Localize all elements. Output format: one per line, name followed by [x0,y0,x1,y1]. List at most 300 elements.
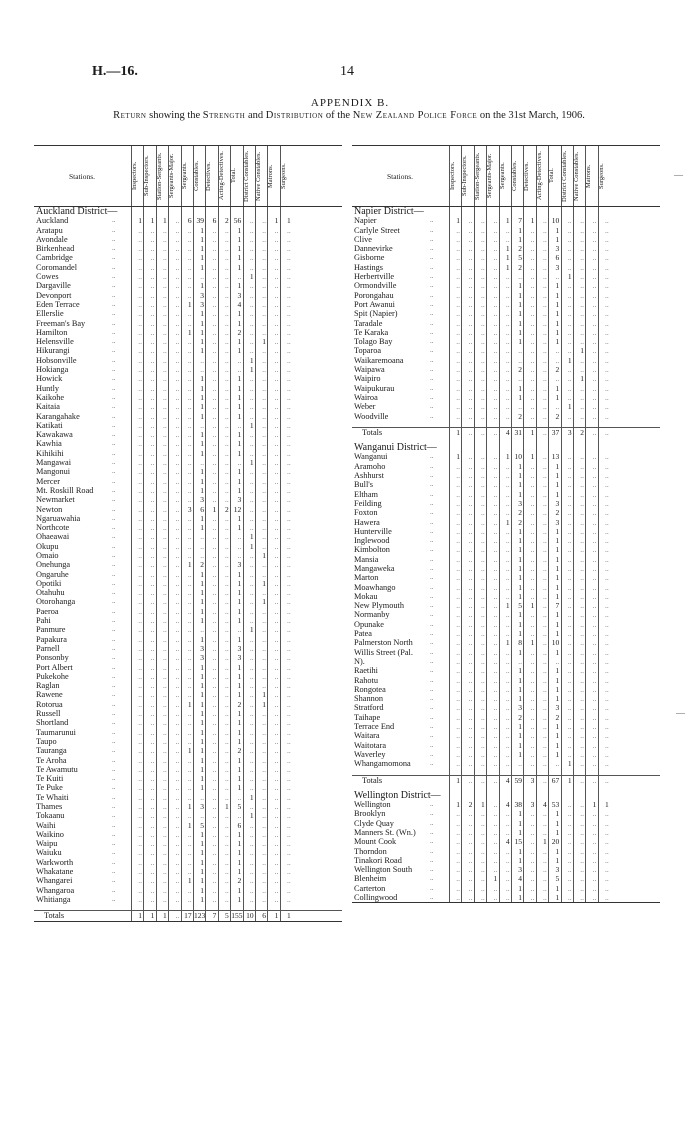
cell: .. [175,681,180,691]
cell: .. [163,374,167,384]
station-name: Waikino [36,829,64,839]
cell: .. [262,662,266,672]
leader-dots: .. [430,629,434,638]
station-name: Kihikihi [36,448,64,458]
cell: 1 [150,911,155,921]
table-row [34,328,342,337]
cell: .. [592,545,597,555]
cell: 4 [543,800,547,810]
leader-dots: .. [430,452,434,461]
left-table-body [34,207,342,921]
cell: .. [605,374,609,384]
cell: .. [456,327,460,337]
cell: .. [262,588,266,598]
cell: .. [287,774,291,784]
cell: .. [150,848,155,858]
leader-dots: .. [430,461,434,470]
cell: .. [456,573,460,583]
cell: 3 [200,495,204,505]
cell: .. [212,662,217,672]
cell: .. [163,272,167,282]
cell: .. [237,458,242,468]
cell: .. [592,656,597,666]
cell: .. [456,591,460,601]
table-row [352,263,660,272]
cell: .. [605,290,609,300]
cell: 3 [555,865,560,875]
title-force: New Zealand Police Force [352,110,478,121]
table-row [34,458,342,467]
cell: .. [567,865,572,875]
cell: .. [567,411,572,421]
cell: .. [249,699,254,709]
cell: .. [212,718,217,728]
cell: .. [175,327,180,337]
table-row [34,811,342,820]
cell: .. [456,666,460,676]
cell: .. [274,225,279,235]
cell: .. [592,740,597,750]
cell: 1 [518,299,522,309]
cell: .. [468,675,473,685]
cell: .. [468,365,473,375]
table-row [34,737,342,746]
leader-dots: .. [430,647,434,656]
cell: .. [249,894,254,904]
cell: .. [138,272,142,282]
cell: .. [163,467,167,477]
cell: .. [505,619,510,629]
table-row [352,384,660,393]
cell: .. [150,792,155,802]
cell: .. [175,309,180,319]
station-name: Opunake [354,619,384,629]
cell: .. [262,458,266,468]
leader-dots: .. [112,439,116,448]
station-name: Kawhia [36,439,62,449]
table-row [34,551,342,560]
cell: .. [274,402,279,412]
station-name: Port Albert [36,662,73,672]
cell: .. [543,327,547,337]
cell: .. [138,513,142,523]
cell: .. [567,874,572,884]
cell: .. [274,885,279,895]
cell: .. [187,541,192,551]
cell: .. [543,563,547,573]
cell: .. [175,262,180,272]
cell: .. [567,299,572,309]
cell: 2 [200,560,204,570]
cell: .. [175,634,180,644]
station-name: Raglan [36,681,60,691]
cell: .. [287,755,291,765]
cell: .. [163,355,167,365]
station-name: N). [354,656,365,666]
station-name: Opotiki [36,578,62,588]
cell: 1 [200,337,204,347]
cell: .. [605,591,609,601]
cell: 1 [518,610,522,620]
station-name: Gisborne [354,253,385,263]
cell: .. [530,244,535,254]
cell: .. [505,498,510,508]
cell: .. [150,253,155,263]
cell: .. [262,485,266,495]
cell: .. [249,885,254,895]
table-row [34,728,342,737]
cell: .. [493,536,498,546]
cell: .. [287,867,291,877]
cell: .. [274,606,279,616]
table-row [352,490,660,499]
cell: .. [150,783,155,793]
cell: 5 [237,802,242,811]
cell: .. [481,498,485,508]
cell: .. [493,828,498,837]
station-name: Huntly [36,383,60,393]
cell: .. [567,452,572,462]
cell: .. [468,837,473,847]
cell: 1 [237,783,242,793]
cell: .. [530,582,535,592]
cell: .. [287,662,291,672]
cell: .. [150,829,155,839]
cell: .. [187,402,192,412]
cell: .. [138,643,142,653]
cell: .. [187,281,192,291]
cell: 2 [225,504,229,514]
cell: .. [468,647,473,657]
cell: .. [287,606,291,616]
cell: .. [212,374,217,384]
cell: 1 [237,392,242,402]
cell: .. [287,616,291,626]
cell: 1 [518,392,522,402]
cell: .. [543,573,547,583]
cell: .. [592,536,597,546]
cell: 1 [456,216,460,226]
station-name: Taumarunui [36,727,76,737]
cell: .. [249,216,254,226]
cell: .. [543,461,547,471]
cell: .. [530,489,535,499]
cell: .. [592,253,597,263]
cell: .. [580,818,584,828]
cell: .. [567,365,572,375]
cell: .. [262,234,266,244]
cell: .. [481,722,485,732]
cell: .. [605,461,609,471]
cell: .. [605,563,609,573]
cell: .. [187,569,192,579]
column-rule [548,207,549,902]
cell: .. [150,309,155,319]
table-row [352,499,660,508]
station-name: Mangonui [36,467,71,477]
cell: .. [605,740,609,750]
cell: 1 [505,638,510,648]
cell: .. [530,392,535,402]
cell: .. [481,573,485,583]
cell: .. [592,309,597,319]
cell: .. [456,809,460,819]
cell: .. [543,731,547,741]
cell: .. [225,253,229,263]
station-name: Rongotea [354,684,386,694]
cell: .. [580,656,584,666]
cell: .. [225,420,229,430]
cell: .. [468,402,473,412]
cell: .. [493,883,498,893]
station-name: Kimbolton [354,545,390,555]
cell: .. [456,318,460,328]
cell: .. [274,746,279,756]
cell: .. [580,517,584,527]
table-row [352,244,660,253]
cell: .. [225,867,229,877]
cell: .. [530,554,535,564]
cell: .. [163,392,167,402]
cell: .. [580,299,584,309]
cell: .. [225,857,229,867]
cell: .. [237,355,242,365]
table-row [352,750,660,759]
cell: .. [468,703,473,713]
cell: .. [187,671,192,681]
cell: .. [530,828,535,837]
cell: .. [187,597,192,607]
leader-dots: .. [112,318,116,327]
leader-dots: .. [112,290,116,299]
cell: .. [456,383,460,393]
cell: .. [212,346,217,356]
leader-dots: .. [112,448,116,457]
table-row [352,365,660,374]
cell: .. [505,666,510,676]
cell: .. [163,411,167,421]
station-name: Napier District— [354,206,424,217]
cell: .. [175,911,180,921]
cell: 1 [493,874,498,884]
cell: .. [262,420,266,430]
cell: 20 [551,837,560,847]
cell: 1 [237,690,242,700]
cell: 3 [237,560,242,570]
leader-dots: .. [112,216,116,225]
cell: .. [580,619,584,629]
cell: .. [543,740,547,750]
cell: .. [543,591,547,601]
cell: .. [163,802,167,811]
cell: .. [592,508,597,518]
cell: .. [481,327,485,337]
cell: .. [530,281,535,291]
cell: 37 [551,427,560,437]
cell: 1 [530,638,535,648]
cell: 1 [200,885,204,895]
leader-dots: .. [430,554,434,563]
cell: .. [249,485,254,495]
cell: .. [274,467,279,477]
cell: 5 [518,253,522,263]
cell: .. [249,560,254,570]
cell: .. [287,736,291,746]
cell: .. [605,365,609,375]
cell: .. [580,828,584,837]
cell: 1 [555,554,560,564]
table-row [352,328,660,337]
cell: 1 [200,662,204,672]
cell: .. [225,839,229,849]
cell: 1 [249,365,254,375]
cell: .. [138,616,142,626]
district-heading [34,207,342,216]
cell: .. [530,809,535,819]
cell: 1 [200,699,204,709]
station-name: Rotorua [36,699,63,709]
cell: .. [580,629,584,639]
cell: 6 [212,216,217,226]
cell: .. [592,828,597,837]
cell: .. [163,588,167,598]
leader-dots: .. [112,643,116,652]
leader-dots: .. [112,272,116,281]
cell: .. [225,755,229,765]
cell: .. [592,554,597,564]
cell: .. [580,216,584,226]
cell: .. [274,504,279,514]
cell: .. [138,458,142,468]
cell: .. [225,578,229,588]
cell: .. [567,893,572,903]
cell: .. [505,582,510,592]
station-name: Whangaroa [36,885,75,895]
cell: .. [530,893,535,903]
leader-dots: .. [112,848,116,857]
cell: .. [175,857,180,867]
cell: .. [249,764,254,774]
cell: .. [580,563,584,573]
station-name: Kawakawa [36,430,73,440]
district-heading [352,207,660,216]
table-row [352,819,660,828]
station-name: Woodville [354,411,389,421]
cell: .. [274,588,279,598]
cell: .. [212,448,217,458]
cell: .. [150,699,155,709]
cell: .. [138,857,142,867]
cell: .. [518,759,522,769]
cell: .. [468,809,473,819]
cell: 1 [543,837,547,847]
cell: .. [543,601,547,611]
cell: .. [481,675,485,685]
station-name: Rahotu [354,675,378,685]
cell: .. [249,234,254,244]
leader-dots: .. [112,699,116,708]
cell: 1 [237,662,242,672]
leader-dots: .. [430,601,434,610]
cell: .. [187,448,192,458]
cell: .. [262,894,266,904]
cell: .. [287,253,291,263]
table-row [34,886,342,895]
station-name: Eden Terrace [36,299,80,309]
station-name: Herbertville [354,272,395,282]
cell: .. [505,402,510,412]
cell: .. [287,513,291,523]
cell: .. [138,820,142,830]
cell: .. [456,656,460,666]
cell: .. [163,792,167,802]
cell: .. [150,383,155,393]
cell: .. [175,690,180,700]
cell: 1 [200,448,204,458]
cell: .. [567,712,572,722]
cell: .. [249,262,254,272]
cell: .. [138,597,142,607]
cell: .. [262,839,266,849]
cell: 2 [518,712,522,722]
table-row [34,449,342,458]
cell: .. [543,545,547,555]
cell: 1 [200,523,204,533]
cell: 1 [518,554,522,564]
table-row [34,356,342,365]
cell: .. [580,272,584,282]
cell: .. [580,327,584,337]
leader-dots: .. [430,731,434,740]
table-row [34,235,342,244]
cell: .. [287,848,291,858]
cell: .. [274,309,279,319]
cell: .. [187,811,192,821]
cell: .. [138,625,142,635]
cell: .. [493,563,498,573]
cell: .. [212,281,217,291]
cell: .. [150,876,155,886]
cell: .. [468,712,473,722]
leader-dots: .. [112,792,116,801]
station-name: Weber [354,402,376,412]
table-row [34,374,342,383]
cell: .. [287,811,291,821]
cell: .. [249,495,254,505]
cell: 1 [200,253,204,263]
cell: .. [580,281,584,291]
cell: .. [163,597,167,607]
cell: .. [530,337,535,347]
station-name: Te Karaka [354,327,389,337]
leader-dots: .. [430,299,434,308]
cell: .. [274,736,279,746]
cell: 6 [555,253,560,263]
cell: .. [262,309,266,319]
cell: .. [530,545,535,555]
cell: .. [530,619,535,629]
cell: .. [592,638,597,648]
station-name: Coromandel [36,262,78,272]
cell: .. [580,355,584,365]
cell: .. [225,792,229,802]
station-name: Devonport [36,290,72,300]
cell: .. [493,327,498,337]
cell: .. [456,893,460,903]
cell: .. [481,610,485,620]
cell: .. [274,411,279,421]
cell: .. [530,262,535,272]
